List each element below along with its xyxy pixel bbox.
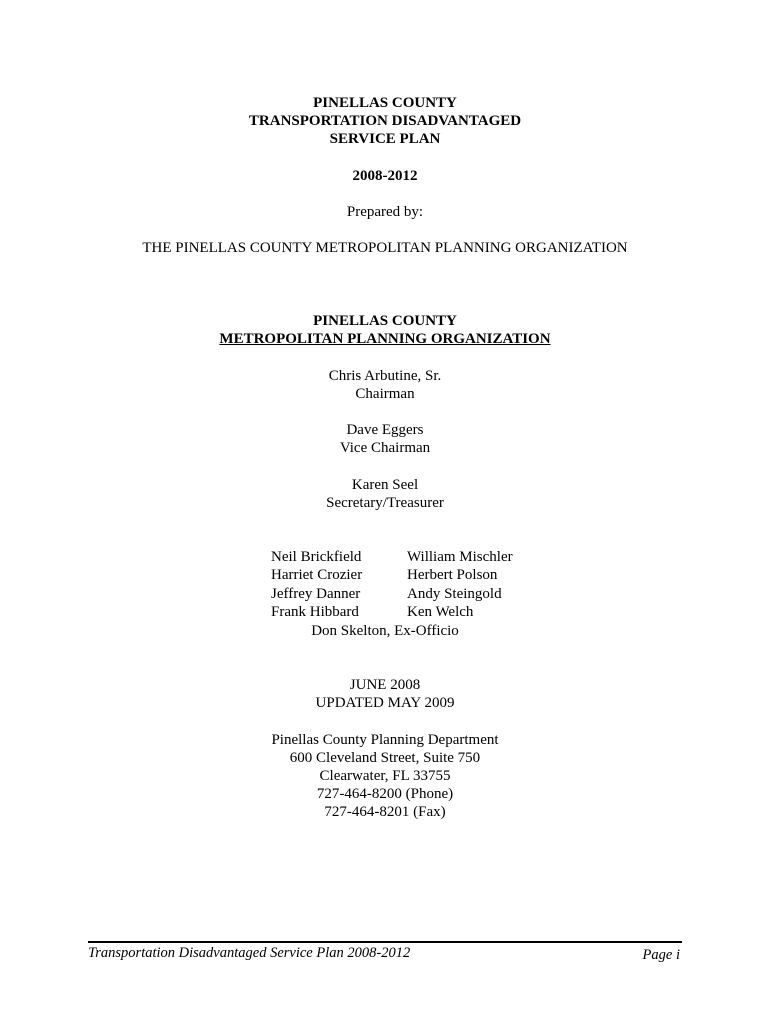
- date-line-1: JUNE 2008: [349, 677, 421, 693]
- address-city: Clearwater, FL 33755: [319, 768, 451, 784]
- mpo-heading-underlined: METROPOLITAN PLANNING ORGANIZATION: [219, 331, 551, 347]
- mpo-heading-line-2: [0, 330, 770, 348]
- ex-officio-member: Don Skelton, Ex-Officio: [311, 623, 459, 639]
- address-fax: 727-464-8201 (Fax): [324, 804, 446, 820]
- address-department: Pinellas County Planning Department: [271, 732, 499, 748]
- member-name: Ken Welch: [407, 603, 474, 620]
- title-line-1: PINELLAS COUNTY: [313, 95, 457, 111]
- mpo-heading-line-1: PINELLAS COUNTY: [313, 313, 457, 329]
- footer-document-title: Transportation Disadvantaged Service Plan 2008-2012: [88, 945, 411, 961]
- prepared-by-label: Prepared by:: [346, 204, 424, 220]
- address-street: 600 Cleveland Street, Suite 750: [289, 750, 481, 766]
- officer-name: Chris Arbutine, Sr.: [328, 368, 442, 384]
- date-line-2: UPDATED MAY 2009: [315, 695, 455, 711]
- member-name: Neil Brickfield: [271, 549, 362, 565]
- officer-name: Dave Eggers: [346, 422, 424, 438]
- footer-divider: [88, 941, 682, 943]
- footer-page-number: Page i: [642, 947, 680, 963]
- member-name: Frank Hibbard: [271, 603, 359, 620]
- address-phone: 727-464-8200 (Phone): [316, 786, 454, 802]
- member-name: Andy Steingold: [407, 585, 502, 602]
- title-line-3: SERVICE PLAN: [329, 131, 441, 147]
- member-name: Herbert Polson: [407, 567, 498, 584]
- member-name: William Mischler: [407, 549, 513, 565]
- officer-role: Secretary/Treasurer: [326, 495, 444, 511]
- title-line-2: TRANSPORTATION DISADVANTAGED: [248, 113, 522, 129]
- plan-years: 2008-2012: [352, 168, 418, 184]
- officer-role: Chairman: [355, 386, 415, 402]
- member-name: Harriet Crozier: [271, 567, 363, 584]
- officer-name: Karen Seel: [351, 477, 419, 493]
- member-name: Jeffrey Danner: [271, 585, 361, 602]
- officer-role: Vice Chairman: [339, 440, 431, 456]
- preparer-organization: THE PINELLAS COUNTY METROPOLITAN PLANNING ORGANIZATION: [142, 240, 628, 256]
